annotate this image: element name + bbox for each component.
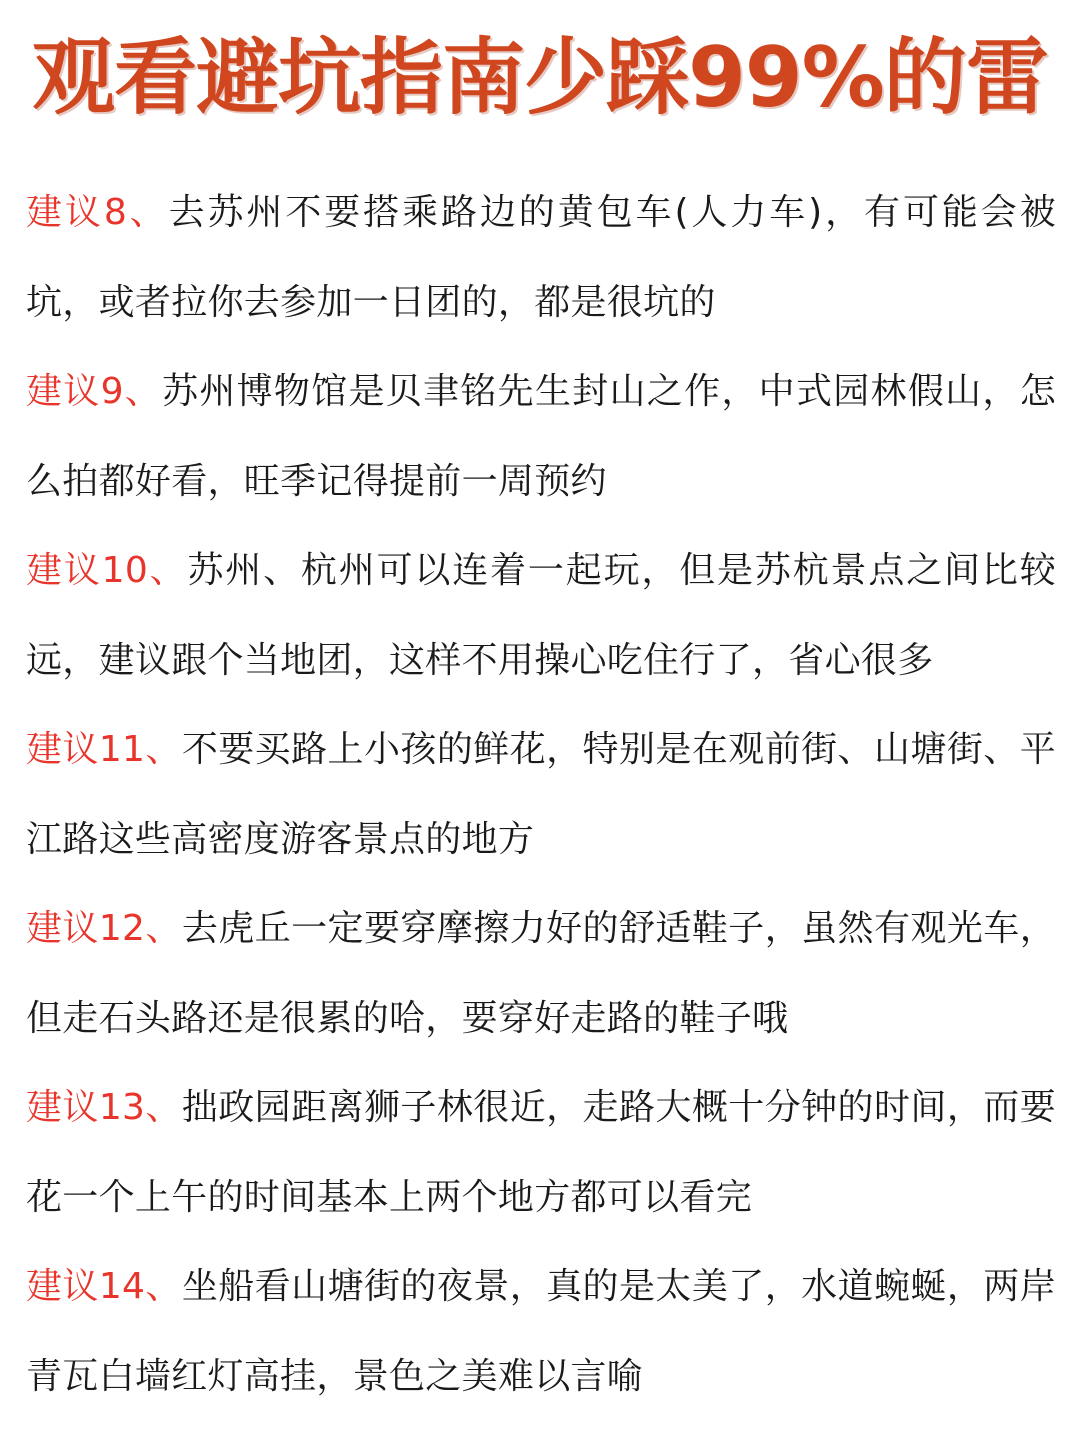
tip-label: 建议12、 xyxy=(26,908,182,949)
tip-label: 建议8、 xyxy=(26,192,169,233)
tip-text: 苏州博物馆是贝聿铭先生封山之作，中式园林假山，怎么拍都好看，旺季记得提前一周预约 xyxy=(26,371,1056,502)
page-title: 观看避坑指南少踩99%的雷 xyxy=(32,29,1048,126)
tip-text: 去苏州不要搭乘路边的黄包车(人力车)，有可能会被坑，或者拉你去参加一日团的，都是很坑的 xyxy=(26,192,1057,323)
tip-label: 建议11、 xyxy=(26,729,182,770)
tip-label: 建议13、 xyxy=(26,1087,182,1128)
tip-label: 建议14、 xyxy=(26,1266,182,1307)
tip-item-14 xyxy=(26,1242,1056,1421)
tip-item-9 xyxy=(26,347,1056,526)
tip-label: 建议10、 xyxy=(26,550,188,591)
tips-list xyxy=(26,168,1056,1421)
tip-item-12 xyxy=(26,884,1056,1063)
tip-text: 坐船看山塘街的夜景，真的是太美了，水道蜿蜒，两岸青瓦白墙红灯高挂，景色之美难以言喻 xyxy=(26,1266,1056,1397)
tip-item-10 xyxy=(26,526,1056,705)
tip-label: 建议9、 xyxy=(26,371,163,412)
tip-text: 苏州、杭州可以连着一起玩，但是苏杭景点之间比较远，建议跟个当地团，这样不用操心吃住行了，省心很多 xyxy=(26,550,1056,681)
tip-item-8 xyxy=(26,168,1056,347)
tip-text: 不要买路上小孩的鲜花，特别是在观前街、山塘街、平江路这些高密度游客景点的地方 xyxy=(26,729,1056,860)
tip-item-11 xyxy=(26,705,1056,884)
tip-item-13 xyxy=(26,1063,1056,1242)
tip-text: 去虎丘一定要穿摩擦力好的舒适鞋子，虽然有观光车，但走石头路还是很累的哈，要穿好走路的鞋子哦 xyxy=(26,908,1056,1039)
tip-text: 拙政园距离狮子林很近，走路大概十分钟的时间，而要花一个上午的时间基本上两个地方都可以看完 xyxy=(26,1087,1056,1218)
